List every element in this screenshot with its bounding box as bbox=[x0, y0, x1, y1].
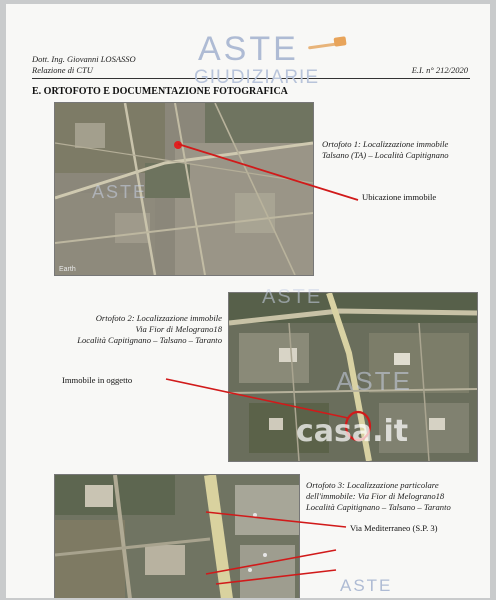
caption-2-line-1: Ortofoto 2: Localizzazione immobile bbox=[95, 313, 222, 323]
watermark-bottom: ASTE bbox=[340, 576, 393, 595]
watermark-giudiziarie: GIUDIZIARIE bbox=[194, 67, 320, 88]
caption-3-line-2: dell'immobile: Via Fior di Melograno18 bbox=[306, 491, 445, 501]
casa-it-watermark: casa.it bbox=[296, 414, 409, 449]
ortofoto-3-image bbox=[54, 474, 300, 598]
header-left bbox=[32, 54, 136, 76]
via-mediterraneo-label: Via Mediterraneo (S.P. 3) bbox=[350, 523, 438, 533]
caption-1-line-1: Ortofoto 1: Localizzazione immobile bbox=[322, 139, 449, 149]
ubicazione-label: Ubicazione immobile bbox=[362, 192, 437, 202]
report-title: Relazione di CTU bbox=[32, 65, 93, 75]
ortofoto-1-caption bbox=[322, 139, 449, 161]
caption-1-line-2: Talsano (TA) – Località Capitignano bbox=[322, 150, 449, 160]
watermark-mid-1: ASTE bbox=[262, 286, 323, 308]
caption-3-line-3: Località Capitignano – Talsano – Taranto bbox=[306, 502, 451, 512]
author-name: Dott. Ing. Giovanni LOSASSO bbox=[32, 54, 136, 64]
ortofoto-3-caption bbox=[306, 480, 451, 513]
gavel-icon bbox=[304, 36, 350, 54]
ortofoto-2-caption bbox=[36, 313, 222, 346]
watermark-aste: ASTE bbox=[198, 30, 299, 68]
document-page bbox=[6, 4, 490, 598]
section-title: E. ORTOFOTO E DOCUMENTAZIONE FOTOGRAFICA bbox=[32, 86, 288, 97]
caption-2-line-3: Località Capitignano – Talsano – Taranto bbox=[77, 335, 222, 345]
caption-3-line-1: Ortofoto 3: Localizzazione particolare bbox=[306, 480, 439, 490]
svg-text:Earth: Earth bbox=[59, 266, 76, 273]
case-reference: E.I. n° 212/2020 bbox=[411, 65, 468, 75]
watermark-mid-2: ASTE bbox=[336, 366, 412, 396]
immobile-label: Immobile in oggetto bbox=[62, 375, 133, 385]
caption-2-line-2: Via Fior di Melograno18 bbox=[135, 324, 222, 334]
watermark-mid-3: ASTE bbox=[92, 182, 148, 202]
